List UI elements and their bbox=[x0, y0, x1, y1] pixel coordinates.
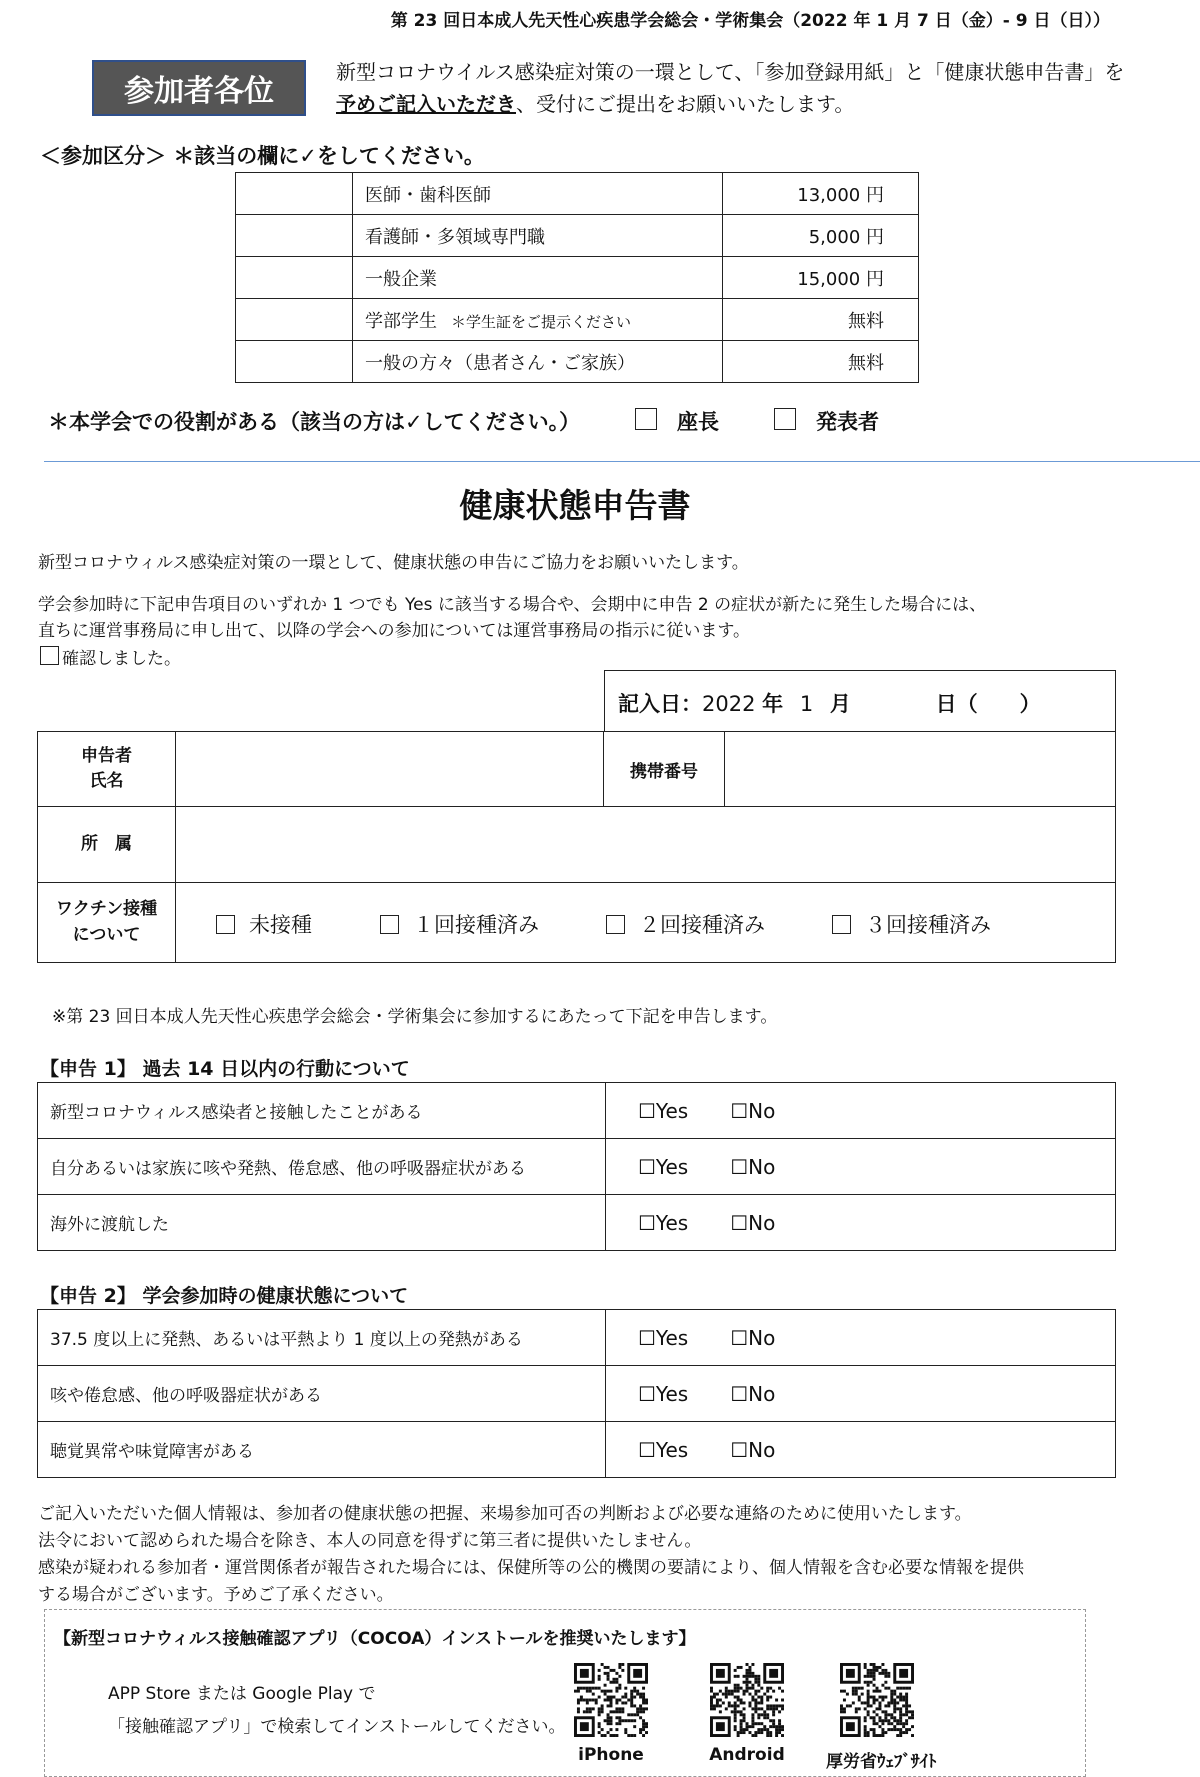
vaccine-checkbox[interactable] bbox=[606, 915, 625, 934]
fee-amount: 無料 bbox=[723, 341, 919, 383]
fee-check-cell[interactable] bbox=[236, 215, 353, 257]
entry-date bbox=[618, 688, 1041, 718]
privacy-line-4: する場合がございます。予めご了承ください。 bbox=[38, 1585, 394, 1605]
answer-cell bbox=[606, 1195, 1116, 1251]
category-heading: ＜参加区分＞ ＊該当の欄に✓をしてください。 bbox=[40, 144, 485, 168]
date-year: 2022 bbox=[702, 692, 756, 716]
phone-label: 携帯番号 bbox=[604, 732, 725, 807]
no-option[interactable]: ☐No bbox=[730, 1325, 776, 1350]
no-option[interactable]: ☐No bbox=[730, 1154, 776, 1179]
vaccine-label bbox=[38, 883, 176, 963]
notice-line-2 bbox=[336, 88, 854, 117]
phone-field[interactable] bbox=[725, 732, 1116, 807]
section-1-table bbox=[37, 1082, 1116, 1251]
vaccine-checkbox[interactable] bbox=[832, 915, 851, 934]
date-month: 1 bbox=[799, 692, 814, 716]
name-field[interactable] bbox=[176, 732, 604, 807]
date-month-unit: 月 bbox=[829, 692, 851, 716]
date-year-unit: 年 bbox=[762, 692, 784, 716]
question-row bbox=[38, 1366, 1116, 1422]
answer-cell bbox=[606, 1139, 1116, 1195]
yes-option[interactable]: ☐Yes bbox=[638, 1098, 689, 1123]
presenter-checkbox[interactable] bbox=[774, 408, 796, 430]
fee-row bbox=[236, 257, 919, 299]
section-1-heading: 【申告 1】 過去 14 日以内の行動について bbox=[40, 1058, 410, 1080]
vaccine-options bbox=[176, 883, 1116, 963]
section-divider bbox=[44, 461, 1200, 462]
yes-option[interactable]: ☐Yes bbox=[638, 1154, 689, 1179]
fee-amount: 無料 bbox=[723, 299, 919, 341]
fee-label-text: 学部学生 bbox=[365, 310, 437, 332]
name-label-line-2: 氏名 bbox=[89, 771, 124, 791]
fee-label bbox=[353, 299, 723, 341]
vaccine-option-label: 未接種 bbox=[249, 913, 312, 937]
no-option[interactable]: ☐No bbox=[730, 1381, 776, 1406]
answer-cell bbox=[606, 1422, 1116, 1478]
affiliation-label: 所 属 bbox=[38, 807, 176, 883]
vaccine-checkbox[interactable] bbox=[380, 915, 399, 934]
fee-label bbox=[353, 215, 723, 257]
notice-bold-text: 予めご記入いただき bbox=[336, 92, 516, 116]
question-text: 聴覚異常や味覚障害がある bbox=[38, 1422, 606, 1478]
fee-row bbox=[236, 215, 919, 257]
health-form-title: 健康状態申告書 bbox=[459, 486, 691, 525]
qr-label-android: Android bbox=[709, 1745, 785, 1765]
qr-label-mhlw: 厚労省ｳｪﾌﾞｻｲﾄ bbox=[826, 1752, 937, 1772]
no-option[interactable]: ☐No bbox=[730, 1210, 776, 1235]
fee-label bbox=[353, 173, 723, 215]
conference-header: 第 23 回日本成人先天性心疾患学会総会・学術集会（2022 年 1 月 7 日（金）- 9 日（日）） bbox=[390, 11, 1110, 31]
chair-checkbox[interactable] bbox=[635, 408, 657, 430]
answer-cell bbox=[606, 1083, 1116, 1139]
fee-label-text: 看護師・多領域専門職 bbox=[365, 226, 545, 248]
fee-label bbox=[353, 341, 723, 383]
answer-cell bbox=[606, 1366, 1116, 1422]
confirm-label: 確認しました。 bbox=[62, 649, 181, 669]
fee-amount: 5,000 円 bbox=[723, 215, 919, 257]
yes-option[interactable]: ☐Yes bbox=[638, 1210, 689, 1235]
affiliation-field[interactable] bbox=[176, 807, 1116, 883]
cocoa-line-2: 「接触確認アプリ」で検索してインストールしてください。 bbox=[108, 1717, 566, 1737]
vaccine-option-1[interactable] bbox=[380, 909, 539, 939]
fee-amount: 13,000 円 bbox=[723, 173, 919, 215]
attendees-badge: 参加者各位 bbox=[92, 60, 306, 116]
fee-note: ＊学生証をご提示ください bbox=[451, 312, 632, 331]
yes-option[interactable]: ☐Yes bbox=[638, 1381, 689, 1406]
fee-label bbox=[353, 257, 723, 299]
no-option[interactable]: ☐No bbox=[730, 1098, 776, 1123]
privacy-line-3: 感染が疑われる参加者・運営関係者が報告された場合には、保健所等の公的機関の要請により、個人情報を含む必要な情報を提供 bbox=[38, 1558, 1024, 1578]
vaccine-option-label: ３回接種済み bbox=[865, 913, 991, 937]
date-label: 記入日： bbox=[618, 692, 702, 716]
question-text: 海外に渡航した bbox=[38, 1195, 606, 1251]
cocoa-heading: 【新型コロナウィルス接触確認アプリ（COCOA）インストールを推奨いたします】 bbox=[54, 1629, 696, 1649]
question-text: 37.5 度以上に発熱、あるいは平熱より 1 度以上の発熱がある bbox=[38, 1310, 606, 1366]
fee-check-cell[interactable] bbox=[236, 341, 353, 383]
name-label-line-1: 申告者 bbox=[81, 745, 132, 766]
question-row bbox=[38, 1139, 1116, 1195]
qr-label-iphone: iPhone bbox=[578, 1745, 644, 1765]
qr-code-icon[interactable] bbox=[710, 1663, 784, 1737]
declaration-text: ※第 23 回日本成人先天性心疾患学会総会・学術集会に参加するにあたって下記を申告します。 bbox=[52, 1007, 778, 1027]
health-intro-1: 新型コロナウィルス感染症対策の一環として、健康状態の申告にご協力をお願いいたします。 bbox=[38, 553, 749, 573]
fee-label-text: 医師・歯科医師 bbox=[365, 184, 491, 206]
fee-row bbox=[236, 173, 919, 215]
health-intro-2: 学会参加時に下記申告項目のいずれか 1 つでも Yes に該当する場合や、会期中に申告 2 の症状が新たに発生した場合には、 bbox=[38, 595, 987, 615]
question-row bbox=[38, 1310, 1116, 1366]
vaccine-checkbox[interactable] bbox=[216, 915, 235, 934]
question-text: 新型コロナウィルス感染者と接触したことがある bbox=[38, 1083, 606, 1139]
presenter-label: 発表者 bbox=[816, 410, 879, 434]
fee-amount: 15,000 円 bbox=[723, 257, 919, 299]
vaccine-label-line-2: について bbox=[72, 924, 141, 945]
vaccine-option-2[interactable] bbox=[606, 909, 765, 939]
vaccine-label-line-1: ワクチン接種 bbox=[55, 899, 158, 919]
answer-cell bbox=[606, 1310, 1116, 1366]
yes-option[interactable]: ☐Yes bbox=[638, 1437, 689, 1462]
privacy-line-1: ご記入いただいた個人情報は、参加者の健康状態の把握、来場参加可否の判断および必要な連絡のために使用いたします。 bbox=[38, 1504, 972, 1524]
cocoa-line-1: APP Store または Google Play で bbox=[108, 1684, 376, 1704]
name-label bbox=[38, 732, 176, 807]
fee-table bbox=[235, 172, 919, 383]
section-2-table bbox=[37, 1309, 1116, 1478]
no-option[interactable]: ☐No bbox=[730, 1437, 776, 1462]
role-question: ＊本学会での役割がある（該当の方は✓してください。） bbox=[48, 410, 581, 434]
fee-label-text: 一般の方々（患者さん・ご家族） bbox=[365, 352, 635, 374]
question-text: 自分あるいは家族に咳や発熱、倦怠感、他の呼吸器症状がある bbox=[38, 1139, 606, 1195]
fee-check-cell[interactable] bbox=[236, 257, 353, 299]
fee-label-text: 一般企業 bbox=[365, 268, 437, 290]
question-text: 咳や倦怠感、他の呼吸器症状がある bbox=[38, 1366, 606, 1422]
vaccine-option-none[interactable] bbox=[216, 909, 312, 939]
privacy-line-2: 法令において認められた場合を除き、本人の同意を得ずに第三者に提供いたしません。 bbox=[38, 1531, 702, 1551]
health-intro-3: 直ちに運営事務局に申し出て、以降の学会への参加については運営事務局の指示に従います。 bbox=[38, 621, 750, 641]
question-row bbox=[38, 1195, 1116, 1251]
yes-option[interactable]: ☐Yes bbox=[638, 1325, 689, 1350]
date-day-unit: 日（ ） bbox=[935, 692, 1041, 716]
notice-line-1: 新型コロナウイルス感染症対策の一環として、「参加登録用紙」と「健康状態申告書」を bbox=[336, 60, 1125, 84]
notice-rest-text: 、受付にご提出をお願いいたします。 bbox=[516, 92, 855, 116]
fee-check-cell[interactable] bbox=[236, 173, 353, 215]
vaccine-option-label: ２回接種済み bbox=[639, 913, 765, 937]
fee-check-cell[interactable] bbox=[236, 299, 353, 341]
qr-code-icon[interactable] bbox=[574, 1663, 648, 1737]
qr-code-icon[interactable] bbox=[840, 1663, 914, 1737]
vaccine-option-label: １回接種済み bbox=[413, 913, 539, 937]
section-2-heading: 【申告 2】 学会参加時の健康状態について bbox=[40, 1285, 409, 1307]
question-row bbox=[38, 1083, 1116, 1139]
applicant-form bbox=[37, 731, 1116, 963]
vaccine-option-3[interactable] bbox=[832, 909, 991, 939]
question-row bbox=[38, 1422, 1116, 1478]
confirm-checkbox[interactable] bbox=[40, 646, 59, 665]
chair-label: 座長 bbox=[677, 410, 719, 434]
fee-row bbox=[236, 299, 919, 341]
fee-row bbox=[236, 341, 919, 383]
